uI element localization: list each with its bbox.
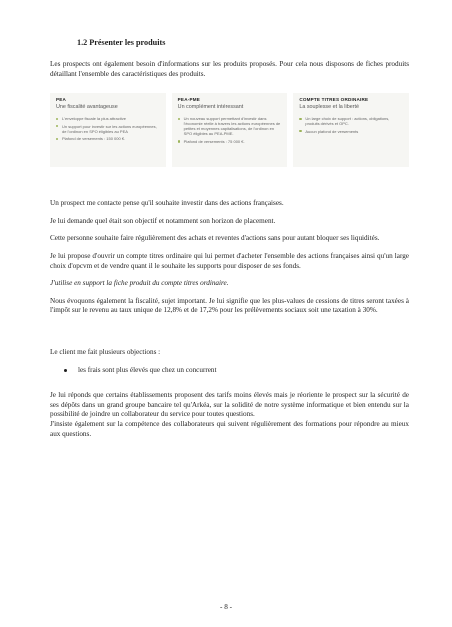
card-feature-list (299, 116, 403, 134)
product-cards (50, 93, 409, 167)
card-feature: Aucun plafond de versements (299, 129, 403, 134)
bullet-icon (64, 369, 67, 372)
card-feature: Plafond de versements : 75 000 €. (178, 139, 282, 144)
card-title: COMPTE TITRES ORDINAIRE (299, 97, 369, 103)
product-card-pea-pme (172, 93, 288, 167)
card-feature-list (178, 116, 282, 144)
section-title: 1.2 Présenter les produits (77, 38, 166, 47)
vertical-spacer (50, 324, 409, 348)
product-card-compte-titres (293, 93, 409, 167)
objections-intro: Le client me fait plusieurs objections : (50, 347, 161, 356)
card-feature: Un large choix de support : actions, obligations, produits dérivés et OPC. (299, 116, 403, 126)
objection-text: les frais sont plus élevés que chez un concurrent (78, 365, 217, 374)
objection-response: J'insiste également sur la compétence des collaborateurs qui suivent régulièrement des formations pour répondre au mieux aux questions. (50, 419, 409, 438)
card-subtitle: La souplesse et la liberté (299, 104, 359, 111)
objections-list (50, 366, 409, 376)
intro-paragraph: Les prospects ont également besoin d'informations sur les produits proposés. Pour cela nous disposons de fiches produits détaillant l'ensemble des caractéristiques des produits. (50, 60, 409, 78)
body-paragraph: Nous évoquons également la fiscalité, sujet important. Je lui signifie que les plus-values de cessions de titres seront taxées à l'impôt sur le revenu au taux unique de 12,8% et de 17,2% pour les prélèvements sociaux soit une taxation à 30%. (50, 296, 409, 315)
page-number: - 8 - (220, 603, 232, 611)
card-title: PEA (56, 97, 67, 103)
card-subtitle: Une fiscalité avantageuse (56, 104, 118, 111)
objection-item (50, 366, 409, 376)
body-paragraph: Un prospect me contacte pense qu'il souhaite investir dans des actions françaises. (50, 199, 284, 208)
card-feature-list (56, 116, 160, 141)
card-feature: L'enveloppe fiscale la plus attractive (56, 116, 160, 121)
card-title: PEA-PME (177, 97, 201, 103)
body-paragraph: J'utilise en support la fiche produit du compte titres ordinaire. (50, 279, 229, 288)
card-feature: Plafond de versements : 150 000 €. (56, 136, 160, 141)
objection-response: Je lui réponds que certains établissements proposent des tarifs moins élevés mais je réoriente le prospect sur la sécurité de ses dépôts dans un grand groupe bancaire tel qu'Arkéa, sur la solidité de notre système informatique et bien entendu sur la possibilité de joindre un collaborateur du service pour toutes questions. (50, 391, 409, 419)
card-subtitle: Un complément intéressant (177, 104, 244, 111)
product-card-pea (50, 93, 166, 167)
body-paragraph: Cette personne souhaite faire régulièrement des achats et reventes d'actions sans pour autant bloquer ses liquidités. (50, 234, 380, 243)
card-feature: Un support pour investir sur les actions européennes, de l'ordinon en SPO éligibles au PEA (56, 124, 160, 134)
card-feature: Un nouveau support permettant d'investir dans l'économie réelle à travers les actions européennes de petites et moyennes capitalisations, de l'ordinon en SPO éligibles au PEA-PME. (178, 116, 282, 136)
body-paragraph: Je lui demande quel était son objectif et notamment son horizon de placement. (50, 216, 276, 225)
body-paragraph: Je lui propose d'ouvrir un compte titres ordinaire qui lui permet d'acheter l'ensemble des actions françaises ainsi qu'un large choix d'opcvm et de vendre quant il le souhaite les supports pour disposer de ses fonds. (50, 251, 409, 270)
